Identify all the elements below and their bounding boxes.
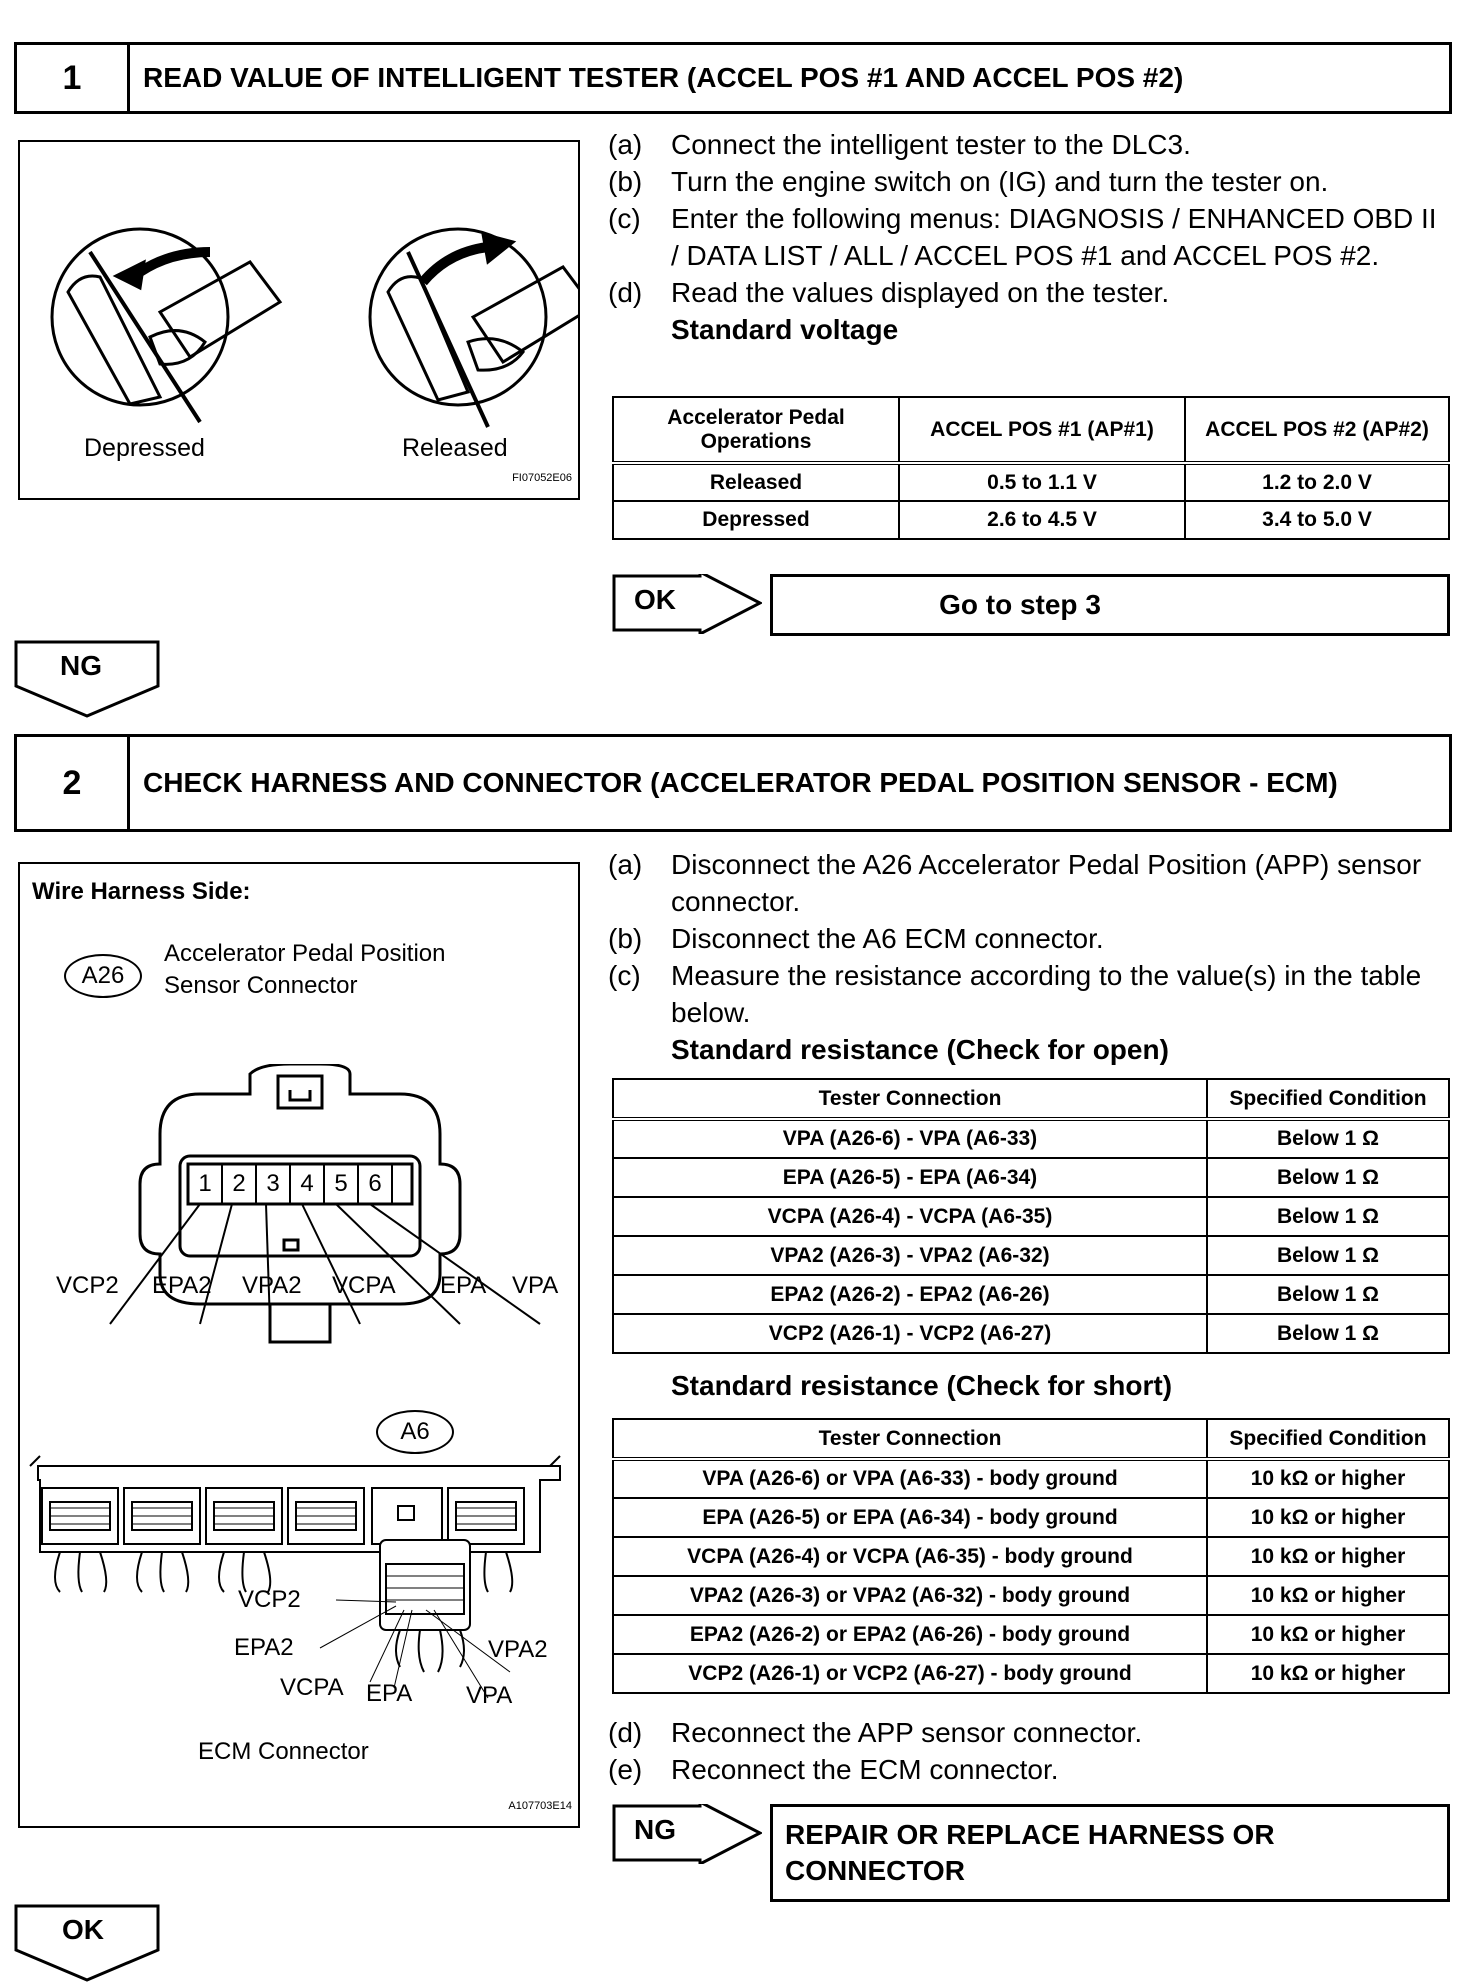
- short-resistance-table: [612, 1418, 1450, 1694]
- instruction-c: (c) Enter the following menus: DIAGNOSIS / ENHANCED OBD II / DATA LIST / ALL / ACCEL POS #1 and ACCEL POS #2.: [608, 203, 1437, 271]
- instruction-b: (b) Turn the engine switch on (IG) and turn the tester on.: [608, 166, 1329, 197]
- step-title: READ VALUE OF INTELLIGENT TESTER (ACCEL POS #1 AND ACCEL POS #2): [143, 62, 1184, 93]
- table-row: EPA2 (A26-2) or EPA2 (A6-26) - body ground 10 kΩ or higher: [613, 1615, 1449, 1654]
- table-row: Depressed 2.6 to 4.5 V 3.4 to 5.0 V: [613, 501, 1449, 539]
- instruction-b: (b) Disconnect the A6 ECM connector.: [608, 923, 1104, 954]
- table-header: Tester Connection: [613, 1419, 1207, 1459]
- pedal-depressed-icon: [52, 229, 280, 422]
- table-header: Accelerator Pedal Operations: [613, 397, 899, 463]
- ok-tag: OK: [634, 584, 676, 615]
- open-table-title: Standard resistance (Check for open): [671, 1034, 1169, 1065]
- a26-name: Accelerator Pedal Position Sensor Connector: [164, 940, 446, 999]
- table-row: Released 0.5 to 1.1 V 1.2 to 2.0 V: [613, 463, 1449, 501]
- ecm-label-vpa: VPA: [466, 1682, 513, 1709]
- step-number: 1: [17, 45, 130, 111]
- pin-4: 4: [300, 1170, 314, 1197]
- table-row: VPA (A26-6) - VPA (A6-33) Below 1 Ω: [613, 1119, 1449, 1158]
- table-row: VPA2 (A26-3) or VPA2 (A6-32) - body ground 10 kΩ or higher: [613, 1576, 1449, 1615]
- ecm-label-vcp2: VCP2: [238, 1586, 301, 1613]
- ecm-connector-name: ECM Connector: [198, 1738, 369, 1765]
- table-row: VPA2 (A26-3) - VPA2 (A6-32) Below 1 Ω: [613, 1236, 1449, 1275]
- ecm-label-vcpa: VCPA: [280, 1674, 344, 1701]
- table-header: ACCEL POS #1 (AP#1): [899, 397, 1185, 463]
- pedal-released-icon: [370, 229, 578, 427]
- repair-line-2: CONNECTOR: [785, 1855, 965, 1886]
- step-2-header: [14, 734, 1452, 832]
- pin-label: EPA2: [152, 1272, 212, 1299]
- pin-label: EPA: [440, 1272, 487, 1299]
- short-table-title: Standard resistance (Check for short): [671, 1370, 1173, 1401]
- step-2-post-instructions: [608, 1714, 1448, 1788]
- table-header: Tester Connection: [613, 1079, 1207, 1119]
- open-resistance-table: [612, 1078, 1450, 1354]
- table-row: EPA (A26-5) - EPA (A6-34) Below 1 Ω: [613, 1158, 1449, 1197]
- pin-label: VCPA: [332, 1272, 396, 1299]
- a26-pin-numbers: [188, 1170, 412, 1198]
- instruction-d: (d) Reconnect the APP sensor connector.: [608, 1717, 1143, 1748]
- figure-code: A107703E14: [508, 1800, 572, 1812]
- pin-6: 6: [368, 1170, 382, 1197]
- instruction-d: (d) Read the values displayed on the tester.: [608, 277, 1170, 308]
- step-1-instructions: [608, 126, 1448, 348]
- table-title: Standard voltage: [671, 314, 899, 345]
- instruction-a: (a) Connect the intelligent tester to the DLC3.: [608, 129, 1191, 160]
- pin-3: 3: [266, 1170, 280, 1197]
- instruction-e: (e) Reconnect the ECM connector.: [608, 1754, 1059, 1785]
- pin-5: 5: [334, 1170, 348, 1197]
- table-row: VCP2 (A26-1) - VCP2 (A6-27) Below 1 Ω: [613, 1314, 1449, 1353]
- table-header: Specified Condition: [1207, 1079, 1449, 1119]
- go-to-step-3: Go to step 3: [939, 589, 1101, 620]
- pin-1: 1: [198, 1170, 212, 1197]
- wire-harness-heading: Wire Harness Side:: [32, 878, 251, 905]
- pin-label: VPA2: [242, 1272, 302, 1299]
- table-row: EPA2 (A26-2) - EPA2 (A6-26) Below 1 Ω: [613, 1275, 1449, 1314]
- instruction-c: (c) Measure the resistance according to the value(s) in the table below.: [608, 960, 1422, 1028]
- a6-badge: A6: [376, 1410, 454, 1454]
- instruction-a: (a) Disconnect the A26 Accelerator Pedal Position (APP) sensor connector.: [608, 849, 1422, 917]
- ecm-label-epa: EPA: [366, 1680, 413, 1707]
- ecm-label-vpa2: VPA2: [488, 1636, 548, 1663]
- depressed-label: Depressed: [84, 434, 205, 462]
- connector-figure: [18, 862, 580, 1828]
- table-row: VCP2 (A26-1) or VCP2 (A6-27) - body ground 10 kΩ or higher: [613, 1654, 1449, 1693]
- repair-line-1: REPAIR OR REPLACE HARNESS OR: [785, 1819, 1275, 1850]
- a26-connector-diagram: [20, 1064, 578, 1384]
- step-number: 2: [17, 737, 130, 829]
- step-1-header: [14, 42, 1452, 114]
- table-row: EPA (A26-5) or EPA (A6-34) - body ground 10 kΩ or higher: [613, 1498, 1449, 1537]
- step-2-instructions: [608, 846, 1448, 1068]
- pin-label: VCP2: [56, 1272, 119, 1299]
- table-row: VPA (A26-6) or VPA (A6-33) - body ground 10 kΩ or higher: [613, 1459, 1449, 1498]
- voltage-table: [612, 396, 1450, 540]
- ecm-label-epa2: EPA2: [234, 1634, 294, 1661]
- pedal-figure: [18, 140, 580, 500]
- pin-2: 2: [232, 1170, 246, 1197]
- step-title: CHECK HARNESS AND CONNECTOR (ACCELERATOR PEDAL POSITION SENSOR - ECM): [143, 767, 1338, 798]
- figure-code: FI07052E06: [512, 472, 572, 484]
- pin-label: VPA: [512, 1272, 559, 1299]
- table-header: ACCEL POS #2 (AP#2): [1185, 397, 1449, 463]
- ng-tag: NG: [60, 650, 102, 681]
- released-label: Released: [402, 434, 508, 462]
- ok-result-box: [770, 574, 1450, 636]
- ok-tag: OK: [62, 1914, 104, 1945]
- table-row: VCPA (A26-4) or VCPA (A6-35) - body ground 10 kΩ or higher: [613, 1537, 1449, 1576]
- pedal-illustration: [20, 142, 578, 442]
- table-header: Specified Condition: [1207, 1419, 1449, 1459]
- ng-tag: NG: [634, 1814, 676, 1845]
- table-row: VCPA (A26-4) - VCPA (A6-35) Below 1 Ω: [613, 1197, 1449, 1236]
- a26-badge: A26: [64, 954, 142, 998]
- ng-result-box: [770, 1804, 1450, 1902]
